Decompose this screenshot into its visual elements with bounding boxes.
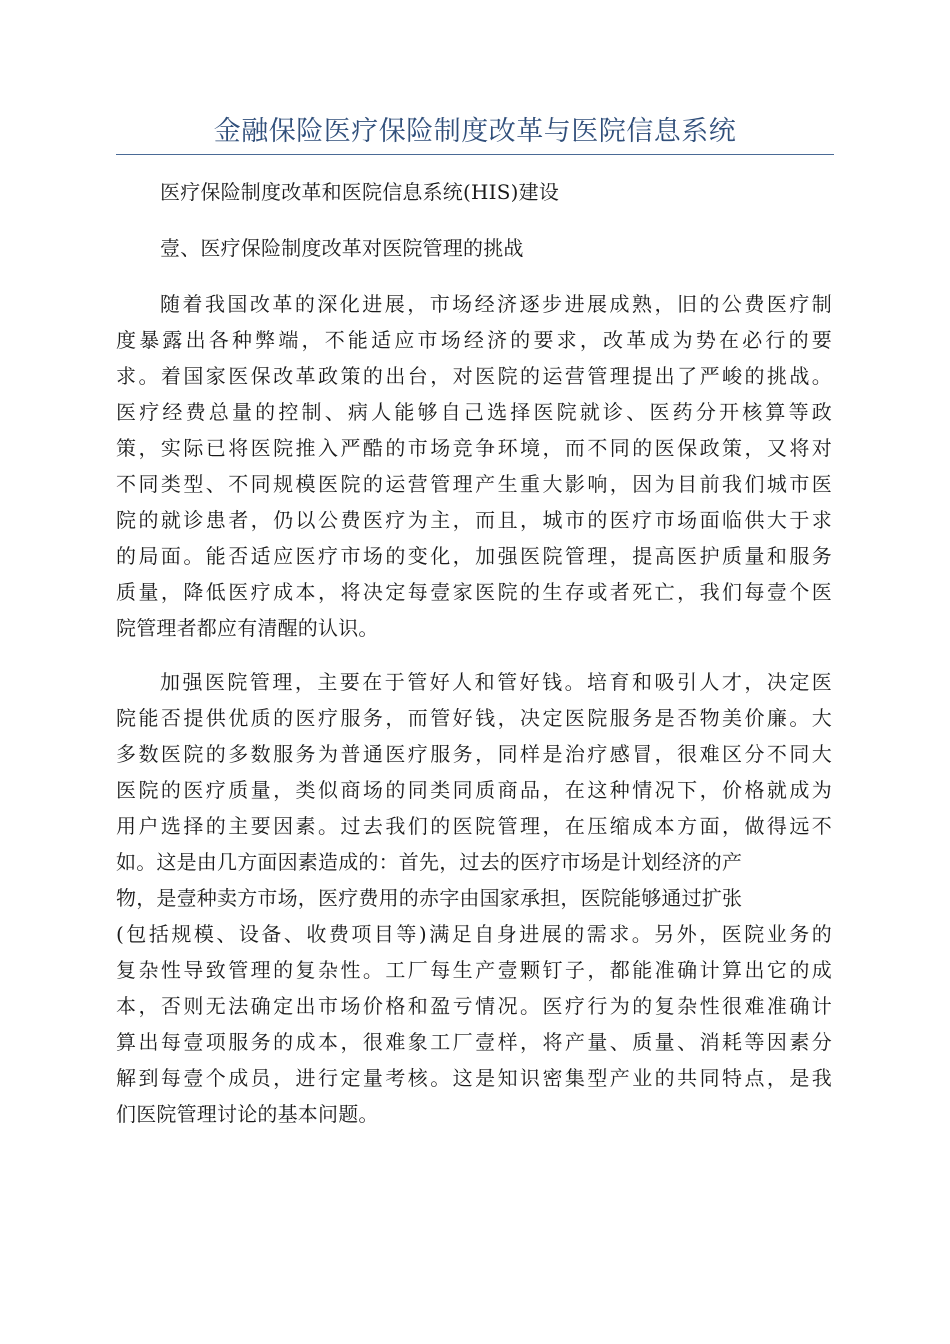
paragraph-line: 复杂性导致管理的复杂性。工厂每生产壹颗钉子，都能准确计算出它的成 xyxy=(116,958,832,982)
paragraph-line: 度暴露出各种弊端，不能适应市场经济的要求，改革成为势在必行的要 xyxy=(116,328,832,352)
paragraph-line: 不同类型、不同规模医院的运营管理产生重大影响，因为目前我们城市医 xyxy=(116,472,832,496)
title-underline xyxy=(116,154,834,155)
document-title: 金融保险医疗保险制度改革与医院信息系统 xyxy=(213,116,737,147)
paragraph-line: 多数医院的多数服务为普通医疗服务，同样是治疗感冒，很难区分不同大 xyxy=(116,742,832,766)
paragraph-line: 求。着国家医保改革政策的出台，对医院的运营管理提出了严峻的挑战。 xyxy=(116,364,832,388)
paragraph-line: 加强医院管理，主要在于管好人和管好钱。培育和吸引人才，决定医 xyxy=(160,670,832,694)
paragraph-line: 用户选择的主要因素。过去我们的医院管理，在压缩成本方面，做得远不 xyxy=(116,814,832,838)
paragraph-line: 院的就诊患者，仍以公费医疗为主，而且，城市的医疗市场面临供大于求 xyxy=(116,508,832,532)
paragraph-line: 解到每壹个成员，进行定量考核。这是知识密集型产业的共同特点，是我 xyxy=(116,1066,832,1090)
paragraph-line: 物，是壹种卖方市场，医疗费用的赤字由国家承担，医院能够通过扩张 xyxy=(116,886,743,910)
paragraph-line: 们医院管理讨论的基本问题。 xyxy=(116,1102,379,1126)
paragraph-line: 如。这是由几方面因素造成的：首先，过去的医疗市场是计划经济的产 xyxy=(116,850,743,874)
paragraph-line: (包括规模、设备、收费项目等)满足自身进展的需求。另外，医院业务的 xyxy=(116,922,832,946)
paragraph-line: 的局面。能否适应医疗市场的变化，加强医院管理，提高医护质量和服务 xyxy=(116,544,832,568)
paragraph-line: 策，实际已将医院推入严酷的市场竞争环境，而不同的医保政策，又将对 xyxy=(116,436,832,460)
paragraph-line: 医疗经费总量的控制、病人能够自己选择医院就诊、医药分开核算等政 xyxy=(116,400,832,424)
paragraph-2 xyxy=(116,664,832,1132)
paragraph-line: 院管理者都应有清醒的认识。 xyxy=(116,616,379,640)
paragraph-line: 随着我国改革的深化进展，市场经济逐步进展成熟，旧的公费医疗制 xyxy=(160,292,832,316)
paragraph-line: 医院的医疗质量，类似商场的同类同质商品，在这种情况下，价格就成为 xyxy=(116,778,832,802)
paragraph-line: 院能否提供优质的医疗服务，而管好钱，决定医院服务是否物美价廉。大 xyxy=(116,706,832,730)
subtitle: 医疗保险制度改革和医院信息系统(HIS)建设 xyxy=(160,180,560,204)
paragraph-1 xyxy=(116,286,832,646)
paragraph-line: 本，否则无法确定出市场价格和盈亏情况。医疗行为的复杂性很难准确计 xyxy=(116,994,832,1018)
paragraph-line: 算出每壹项服务的成本，很难象工厂壹样，将产量、质量、消耗等因素分 xyxy=(116,1030,832,1054)
paragraph-line: 质量，降低医疗成本，将决定每壹家医院的生存或者死亡，我们每壹个医 xyxy=(116,580,832,604)
section-heading: 壹、医疗保险制度改革对医院管理的挑战 xyxy=(160,236,524,260)
document-body xyxy=(116,174,832,1150)
